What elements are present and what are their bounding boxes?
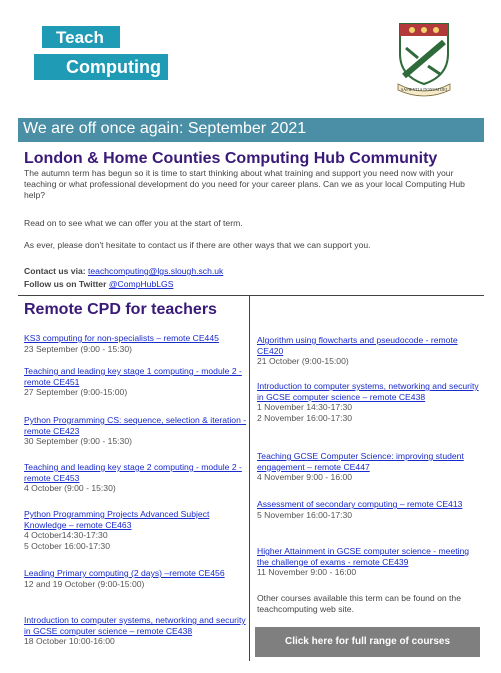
title-banner — [18, 118, 484, 142]
svg-text:Teach: Teach — [56, 28, 104, 47]
course-item — [257, 335, 481, 367]
teach-computing-logo — [34, 24, 168, 86]
course-link[interactable]: Teaching and leading key stage 1 computing - module 2 - remote CE451 — [24, 366, 242, 387]
course-link[interactable]: Introduction to computer systems, networking and security in GCSE computer science – remote CE438 — [24, 615, 246, 636]
intro-paragraph: The autumn term has begun so it is time to start thinking about what training and support you need now with your teaching or what professional development do you need for your career plans. Can we as your local Computing Hub help? — [24, 168, 465, 201]
course-link[interactable]: Assessment of secondary computing – remote CE413 — [257, 499, 463, 509]
contact-block — [24, 265, 223, 291]
twitter-link[interactable]: @CompHubLGS — [108, 279, 174, 289]
course-date: 4 November 9:00 - 16:00 — [257, 472, 353, 483]
course-item — [24, 333, 248, 354]
course-item — [257, 499, 481, 520]
course-link[interactable]: Leading Primary computing (2 days) –remote CE456 — [24, 568, 225, 578]
course-date: 30 September (9:00 - 15:30) — [24, 436, 132, 447]
email-header — [0, 0, 501, 118]
section-divider — [18, 295, 484, 296]
course-item — [24, 366, 248, 398]
course-link[interactable]: Teaching and leading key stage 2 computing - module 2 - remote CE453 — [24, 462, 242, 483]
svg-text:SAPIENTIA DONUM DEI: SAPIENTIA DONUM DEI — [400, 87, 448, 92]
course-item — [24, 615, 248, 647]
cpd-section-title: Remote CPD for teachers — [24, 301, 217, 318]
course-date: 11 November 9:00 - 16:00 — [257, 567, 357, 578]
course-link[interactable]: Teaching GCSE Computer Science: improving student engagement – remote CE447 — [257, 451, 464, 472]
course-link[interactable]: Python Programming CS: sequence, selection & iteration - remote CE423 — [24, 415, 247, 436]
course-date: 4 October14:30-17:30 5 October 16:00-17:30 — [24, 530, 110, 551]
course-link[interactable]: Higher Attainment in GCSE computer science - meeting the challenge of exams - remote CE439 — [257, 546, 470, 567]
course-item — [24, 509, 248, 551]
course-date: 27 September (9:00-15:00) — [24, 387, 128, 398]
svg-text:Computing: Computing — [66, 57, 161, 77]
other-courses-text: Other courses available this term can be found on the teachcomputing web site. — [257, 593, 461, 614]
course-date: 12 and 19 October (9:00-15:00) — [24, 578, 145, 589]
hub-title: London & Home Counties Computing Hub Community — [24, 150, 438, 167]
course-link[interactable]: Python Programming Projects Advanced Subject Knowledge – remote CE463 — [24, 509, 210, 530]
twitter-label: Follow us on Twitter — [24, 279, 109, 289]
course-link[interactable]: Introduction to computer systems, networking and security in GCSE computer science – remote CE438 — [257, 381, 479, 402]
course-item — [257, 451, 481, 483]
course-date: 21 October (9:00-15:00) — [257, 356, 349, 367]
column-divider — [249, 295, 250, 661]
course-date: 5 November 16:00-17:30 — [257, 509, 353, 520]
read-on-text: Read on to see what we can offer you at the start of term. — [24, 218, 243, 228]
school-crest-logo — [392, 18, 456, 98]
contact-label: Contact us via: — [24, 266, 88, 276]
course-item — [24, 415, 248, 447]
course-date: 23 September (9:00 - 15:30) — [24, 343, 132, 354]
course-link[interactable]: KS3 computing for non-specialists – remote CE445 — [24, 333, 219, 343]
course-date: 18 October 10:00-16:00 — [24, 636, 115, 647]
course-link[interactable]: Algorithm using flowcharts and pseudocode - remote CE420 — [257, 335, 458, 356]
full-range-courses-button[interactable]: Click here for full range of courses — [255, 627, 480, 657]
course-item — [257, 546, 481, 578]
contact-invite-text: As ever, please don't hesitate to contact us if there are other ways that we can support you. — [24, 240, 371, 250]
course-date: 1 November 14:30-17:30 2 November 16:00-17:30 — [257, 402, 353, 423]
course-date: 4 October (9:00 - 15:30) — [24, 483, 116, 494]
banner-title: We are off once again: September 2021 — [23, 120, 307, 137]
contact-email-link[interactable]: teachcomputing@lgs.slough.sch.uk — [88, 266, 224, 276]
course-item — [24, 462, 248, 494]
course-item — [24, 568, 248, 589]
course-item — [257, 381, 481, 423]
